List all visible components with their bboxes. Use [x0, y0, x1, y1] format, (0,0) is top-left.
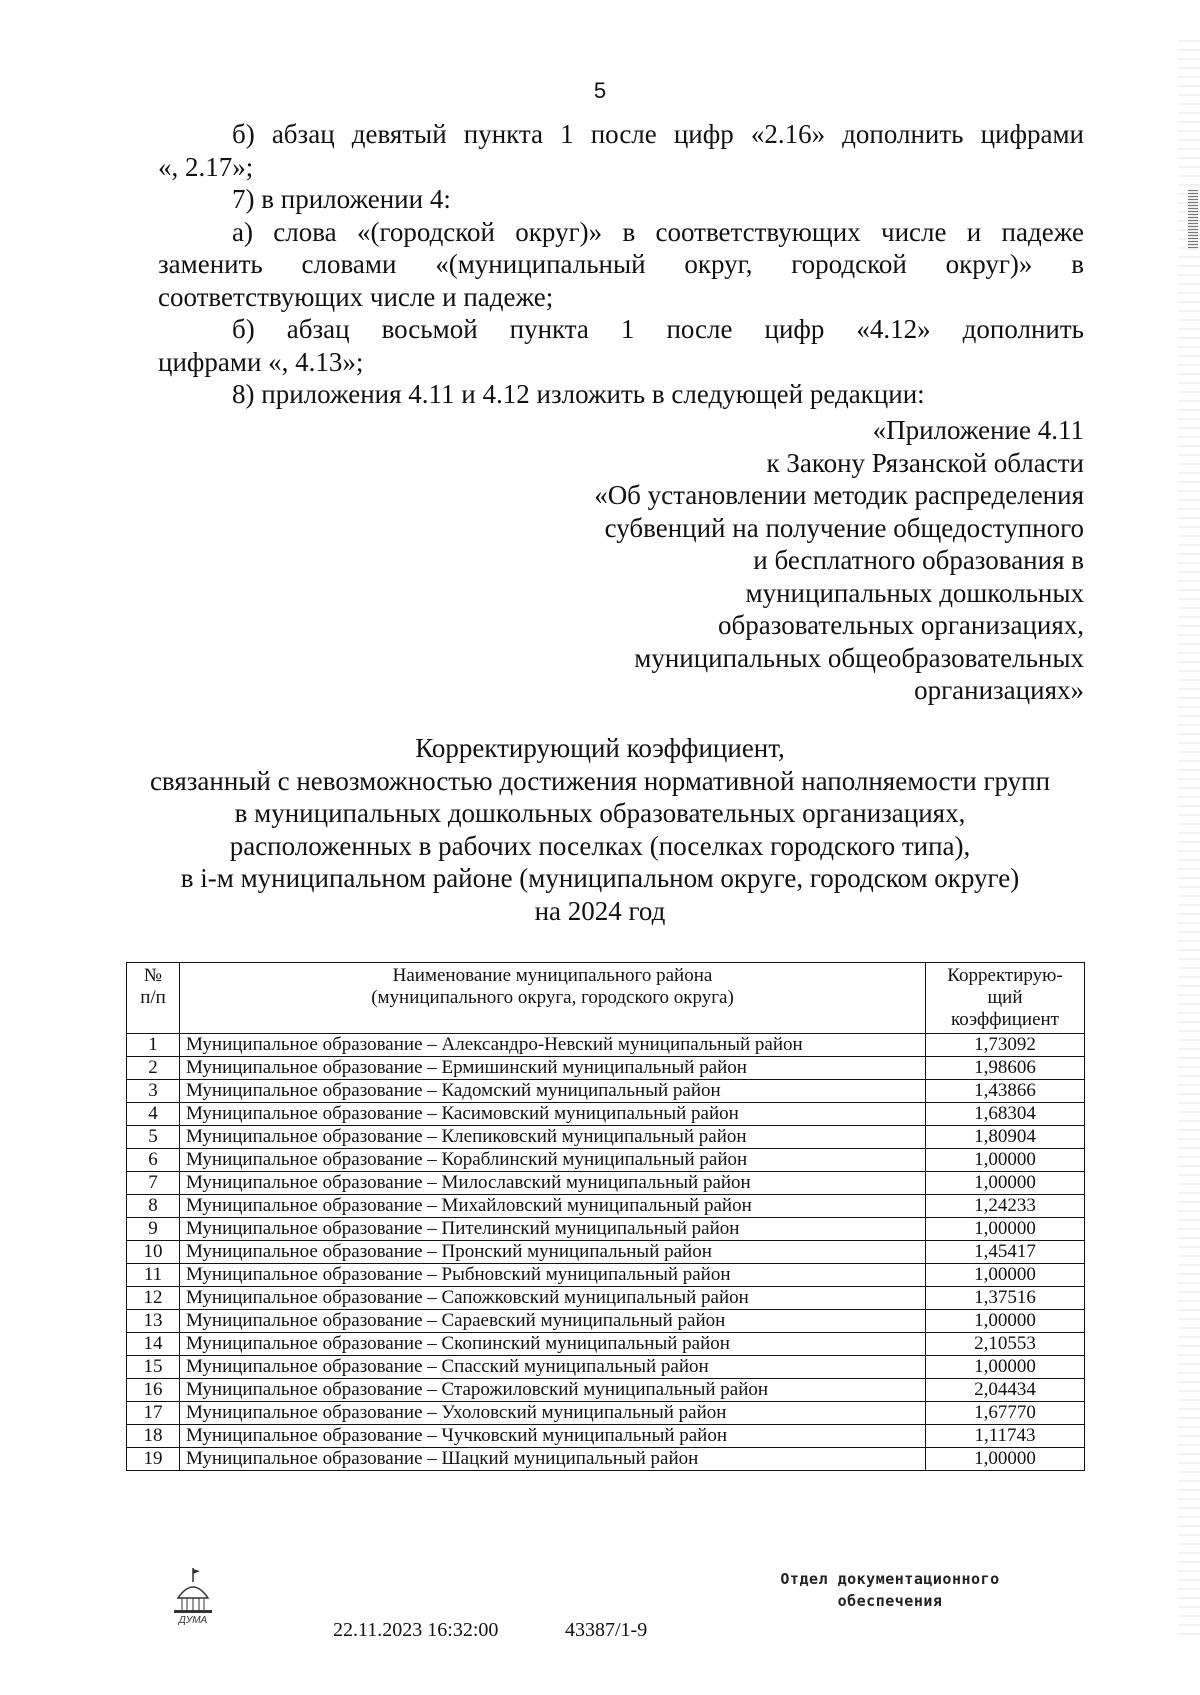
appendix-line: к Закону Рязанской области [766, 447, 1084, 478]
document-title [0, 732, 1200, 927]
table-row [127, 1379, 1085, 1402]
row-coefficient: 1,43866 [926, 1080, 1085, 1103]
appendix-line: образовательных организациях, [718, 610, 1084, 640]
table-row [127, 1425, 1085, 1448]
department-stamp [740, 1568, 1040, 1612]
appendix-line: субвенций на получение общедоступного [604, 512, 1084, 543]
row-number: 10 [127, 1241, 180, 1264]
row-number: 3 [127, 1080, 180, 1103]
page-number: 5 [593, 78, 607, 103]
row-name: Муниципальное образование – Касимовский муниципальный район [180, 1103, 926, 1126]
table-row [127, 1195, 1085, 1218]
row-coefficient: 1,67770 [926, 1402, 1085, 1425]
title-line: расположенных в рабочих поселках (поселках городского типа), [229, 830, 971, 861]
header-name-line1: Наименование муниципального района [392, 965, 713, 986]
appendix-line: «Приложение 4.11 [872, 415, 1084, 445]
footer-doc-number: 43387/1-9 [565, 1619, 648, 1641]
row-coefficient: 2,04434 [926, 1379, 1085, 1402]
amendment-text [158, 118, 1084, 411]
row-number: 19 [127, 1448, 180, 1471]
scan-edge-mark [1188, 190, 1198, 250]
stamp-line1: Отдел документационного [780, 1570, 1000, 1588]
paragraph-b-line1: б) абзац девятый пункта 1 после цифр «2.16» дополнить цифрами [232, 119, 1084, 149]
paragraph-7: 7) в приложении 4: [232, 184, 451, 214]
appendix-line: и бесплатного образования в [753, 545, 1084, 575]
row-coefficient: 1,11743 [926, 1425, 1085, 1448]
paragraph-b2-line1: б) абзац восьмой пункта 1 после цифр «4.12» дополнить [232, 314, 1084, 344]
row-name: Муниципальное образование – Шацкий муниципальный район [180, 1448, 926, 1471]
row-name: Муниципальное образование – Сапожковский муниципальный район [180, 1287, 926, 1310]
header-coef-line3: коэффициент [951, 1009, 1059, 1030]
paragraph-8: 8) приложения 4.11 и 4.12 изложить в следующей редакции: [232, 379, 925, 409]
appendix-header [594, 414, 1084, 707]
title-line: на 2024 год [534, 895, 666, 926]
row-coefficient: 1,00000 [926, 1448, 1085, 1471]
row-name: Муниципальное образование – Старожиловский муниципальный район [180, 1379, 926, 1402]
row-coefficient: 2,10553 [926, 1333, 1085, 1356]
row-coefficient: 1,00000 [926, 1218, 1085, 1241]
coefficient-table [126, 962, 1085, 1471]
header-number-line1: № [143, 965, 163, 986]
row-name: Муниципальное образование – Пронский муниципальный район [180, 1241, 926, 1264]
logo-text: ДУМА [178, 1615, 208, 1626]
table-row [127, 1287, 1085, 1310]
row-name: Муниципальное образование – Ермишинский муниципальный район [180, 1057, 926, 1080]
table-row [127, 1172, 1085, 1195]
table-row [127, 1103, 1085, 1126]
row-number: 17 [127, 1402, 180, 1425]
header-coef-line2: щий [987, 987, 1023, 1008]
table-row [127, 1264, 1085, 1287]
table-row [127, 1080, 1085, 1103]
row-coefficient: 1,37516 [926, 1287, 1085, 1310]
row-name: Муниципальное образование – Александро-Невский муниципальный район [180, 1034, 926, 1057]
row-coefficient: 1,00000 [926, 1149, 1085, 1172]
row-number: 1 [127, 1034, 180, 1057]
row-name: Муниципальное образование – Кадомский муниципальный район [180, 1080, 926, 1103]
duma-building-icon [170, 1566, 216, 1626]
row-number: 4 [127, 1103, 180, 1126]
appendix-line: муниципальных общеобразовательных [634, 642, 1084, 673]
table-row [127, 1241, 1085, 1264]
row-number: 7 [127, 1172, 180, 1195]
table-row [127, 1310, 1085, 1333]
stamp-line2: обеспечения [837, 1592, 943, 1610]
row-number: 8 [127, 1195, 180, 1218]
row-coefficient: 1,45417 [926, 1241, 1085, 1264]
appendix-line: муниципальных дошкольных [745, 577, 1084, 608]
row-name: Муниципальное образование – Ухоловский муниципальный район [180, 1402, 926, 1425]
row-name: Муниципальное образование – Милославский муниципальный район [180, 1172, 926, 1195]
title-line: в i-м муниципальном районе (муниципальном округе, городском округе) [180, 863, 1020, 893]
header-number-line2: п/п [140, 987, 166, 1008]
paragraph-a-line2: заменить словами «(муниципальный округ, городской округ)» в [158, 249, 1084, 279]
paragraph-a-line3: соответствующих числе и падеже; [158, 281, 554, 312]
header-number [127, 963, 180, 1034]
table-row [127, 1333, 1085, 1356]
appendix-line: «Об установлении методик распределения [594, 480, 1084, 510]
title-line: в муниципальных дошкольных образовательных организациях, [234, 798, 966, 828]
appendix-line: организациях» [914, 675, 1084, 705]
footer-datetime: 22.11.2023 16:32:00 [333, 1619, 499, 1641]
table-row [127, 1218, 1085, 1241]
table-row [127, 1149, 1085, 1172]
title-line: связанный с невозможностью достижения нормативной наполняемости групп [149, 765, 1051, 796]
row-number: 16 [127, 1379, 180, 1402]
row-name: Муниципальное образование – Михайловский муниципальный район [180, 1195, 926, 1218]
header-coefficient [926, 963, 1085, 1034]
header-name [180, 963, 926, 1034]
row-number: 13 [127, 1310, 180, 1333]
row-number: 9 [127, 1218, 180, 1241]
row-coefficient: 1,98606 [926, 1057, 1085, 1080]
table-row [127, 1402, 1085, 1425]
row-number: 12 [127, 1287, 180, 1310]
header-name-line2: (муниципального округа, городского округа) [371, 987, 734, 1008]
row-name: Муниципальное образование – Рыбновский муниципальный район [180, 1264, 926, 1287]
row-number: 5 [127, 1126, 180, 1149]
row-number: 14 [127, 1333, 180, 1356]
row-number: 2 [127, 1057, 180, 1080]
row-name: Муниципальное образование – Кораблинский муниципальный район [180, 1149, 926, 1172]
row-number: 6 [127, 1149, 180, 1172]
row-number: 11 [127, 1264, 180, 1287]
row-name: Муниципальное образование – Сараевский муниципальный район [180, 1310, 926, 1333]
paragraph-a-line1: а) слова «(городской округ)» в соответствующих числе и падеже [232, 216, 1084, 247]
row-coefficient: 1,80904 [926, 1126, 1085, 1149]
paragraph-b2-line2: цифрами «, 4.13»; [158, 346, 364, 377]
header-coef-line1: Корректирую- [947, 965, 1063, 986]
table-row [127, 1126, 1085, 1149]
table-row [127, 1057, 1085, 1080]
row-name: Муниципальное образование – Клепиковский муниципальный район [180, 1126, 926, 1149]
title-line: Корректирующий коэффициент, [415, 733, 785, 763]
row-number: 15 [127, 1356, 180, 1379]
table-body [127, 1034, 1085, 1471]
row-coefficient: 1,24233 [926, 1195, 1085, 1218]
row-number: 18 [127, 1425, 180, 1448]
row-name: Муниципальное образование – Чучковский муниципальный район [180, 1425, 926, 1448]
table-row [127, 1356, 1085, 1379]
table-row [127, 1448, 1085, 1471]
row-name: Муниципальное образование – Скопинский муниципальный район [180, 1333, 926, 1356]
row-coefficient: 1,68304 [926, 1103, 1085, 1126]
row-coefficient: 1,00000 [926, 1356, 1085, 1379]
table-header-row [127, 963, 1085, 1034]
row-coefficient: 1,73092 [926, 1034, 1085, 1057]
table-row [127, 1034, 1085, 1057]
row-name: Муниципальное образование – Спасский муниципальный район [180, 1356, 926, 1379]
row-coefficient: 1,00000 [926, 1172, 1085, 1195]
paragraph-b-line2: «, 2.17»; [158, 151, 254, 182]
row-name: Муниципальное образование – Пителинский муниципальный район [180, 1218, 926, 1241]
row-coefficient: 1,00000 [926, 1310, 1085, 1333]
row-coefficient: 1,00000 [926, 1264, 1085, 1287]
